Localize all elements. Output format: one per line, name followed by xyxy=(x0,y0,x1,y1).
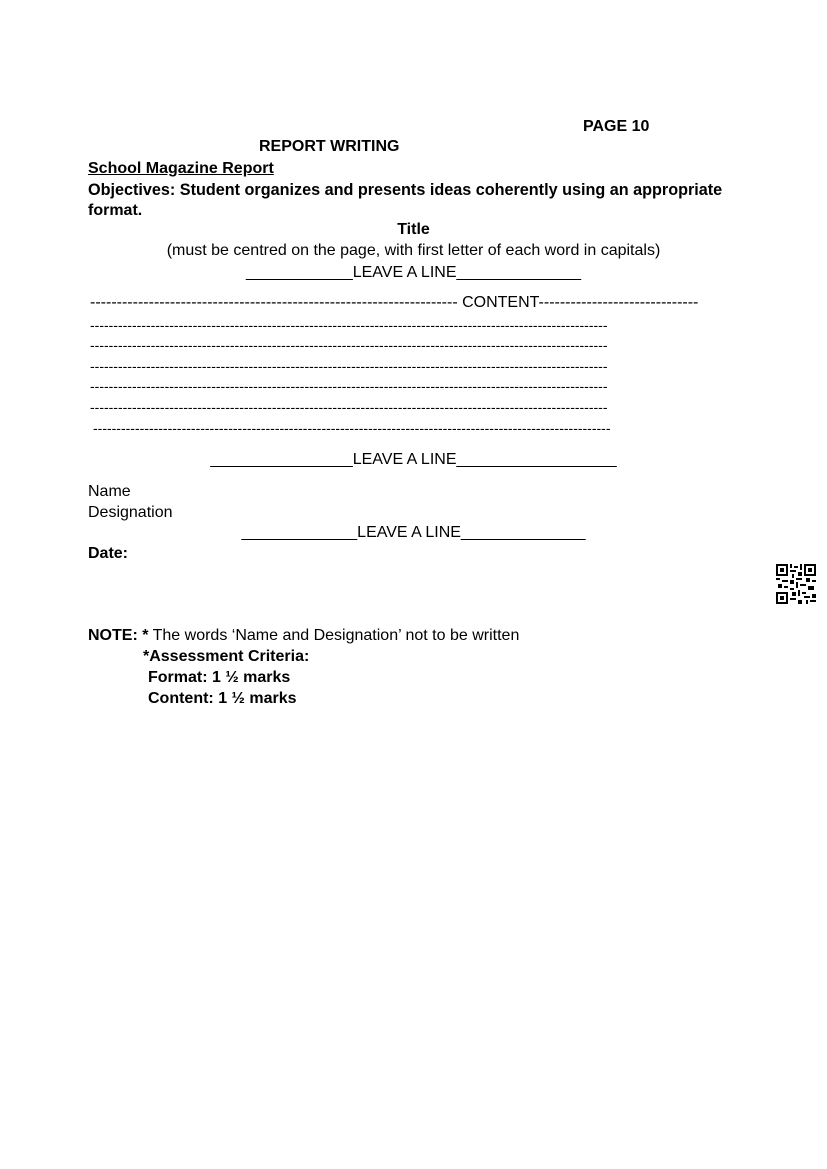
name-label: Name xyxy=(88,483,131,500)
page-number: PAGE 10 xyxy=(583,118,650,135)
assessment-criteria-label: *Assessment Criteria: xyxy=(143,648,310,665)
content-dash-line-header: --------------------------------------------------------------------- CONTENT------------------------------ xyxy=(90,294,699,311)
objectives-line-1: Objectives: Student organizes and presents ideas coherently using an appropriate xyxy=(88,181,723,199)
note-line xyxy=(88,627,519,645)
note-star: * xyxy=(142,627,149,644)
title-label: Title xyxy=(397,221,430,238)
content-dash-line: --------------------------------------------------------------------------------------------------------------- xyxy=(90,317,608,333)
note-text: The words ‘Name and Designation’ not to be written xyxy=(148,627,520,644)
designation-label: Designation xyxy=(88,504,173,521)
qr-code-icon xyxy=(776,564,816,604)
content-marks: Content: 1 ½ marks xyxy=(148,690,297,707)
report-subheading: School Magazine Report xyxy=(88,160,274,177)
page-heading: REPORT WRITING xyxy=(259,138,400,155)
content-dash-line: --------------------------------------------------------------------------------------------------------------- xyxy=(90,337,608,353)
date-label: Date: xyxy=(88,545,129,562)
content-dash-line: --------------------------------------------------------------------------------------------------------------- xyxy=(90,358,608,374)
leave-line-separator: _____________LEAVE A LINE______________ xyxy=(241,524,586,541)
objectives-line-2: format. xyxy=(88,202,143,219)
note-label: NOTE: xyxy=(88,627,138,644)
content-dash-line: --------------------------------------------------------------------------------------------------------------- xyxy=(90,378,608,394)
title-instruction: (must be centred on the page, with first letter of each word in capitals) xyxy=(166,242,661,259)
format-marks: Format: 1 ½ marks xyxy=(148,669,291,686)
content-dash-line: --------------------------------------------------------------------------------------------------------------- xyxy=(93,420,611,436)
content-dash-line: --------------------------------------------------------------------------------------------------------------- xyxy=(90,399,608,415)
leave-line-separator: ________________LEAVE A LINE__________________ xyxy=(210,451,617,468)
leave-line-separator: ____________LEAVE A LINE______________ xyxy=(245,264,582,281)
